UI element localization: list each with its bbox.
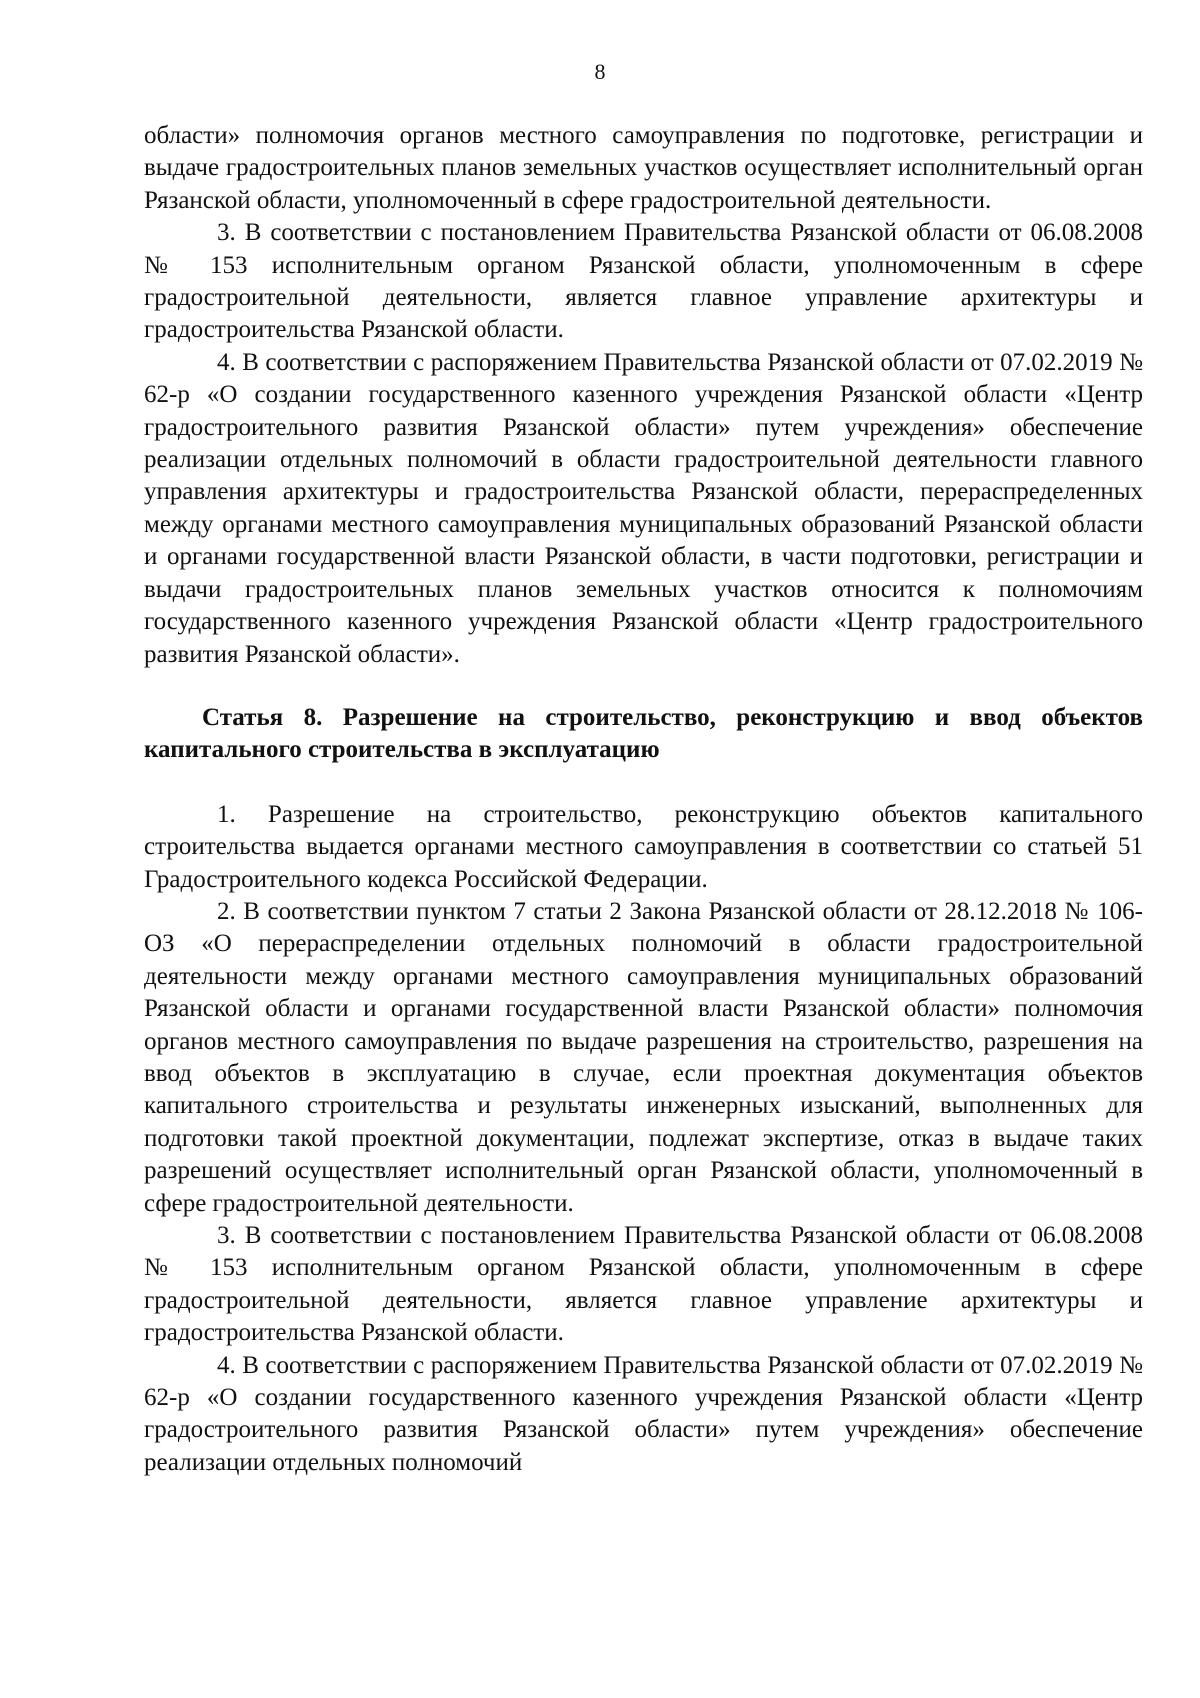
paragraph-top-item-4: 4. В соответствии с распоряжением Правительства Рязанской области от 07.02.2019 № 62-р «О создании государственного казенного учреждения Рязанской области «Центр градостроительного развития Рязанской области» путем учреждения» обеспечение реализации отдельных полномочий в области градостроительной деятельности главного управления архитектуры и градостроительства Рязанской области, перераспределенных между органами местного самоуправления муниципальных образований Рязанской области и органами государственной власти Рязанской области, в части подготовки, регистрации и выдачи градостроительных планов земельных участков относится к полномочиям государственного казенного учреждения Рязанской области «Центр градостроительного развития Рязанской области».: [144, 348, 1143, 668]
article-heading: Статья 8. Разрешение на строительство, реконструкцию и ввод объектов капитального строительства в эксплуатацию: [144, 703, 1143, 764]
paragraph-top-continuation: области» полномочия органов местного самоуправления по подготовке, регистрации и выдаче градостроительных планов земельных участков осуществляет исполнительный орган Рязанской области, уполномоченный в сфере градостроительной деятельности.: [144, 122, 1143, 214]
paragraph-top-item-3: 3. В соответствии с постановлением Правительства Рязанской области от 06.08.2008 № 153 исполнительным органом Рязанской области, уполномоченным в сфере градостроительной деятельности, является главное управление архитектуры и градостроительства Рязанской области.: [144, 219, 1143, 344]
document-body: [144, 120, 1143, 1479]
paragraph-article-item-2: 2. В соответствии пунктом 7 статьи 2 Закона Рязанской области от 28.12.2018 № 106-ОЗ «О перераспределении отдельных полномочий в области градостроительной деятельности между органами местного самоуправления муниципальных образований Рязанской области и органами государственной власти Рязанской области» полномочия органов местного самоуправления по выдаче разрешения на строительство, разрешения на ввод объектов в эксплуатацию в случае, если проектная документация объектов капитального строительства и результаты инженерных изысканий, выполненных для подготовки такой проектной документации, подлежат экспертизе, отказ в выдаче таких разрешений осуществляет исполнительный орган Рязанской области, уполномоченный в сфере градостроительной деятельности.: [144, 897, 1143, 1217]
paragraph-article-item-3: 3. В соответствии с постановлением Правительства Рязанской области от 06.08.2008 № 153 исполнительным органом Рязанской области, уполномоченным в сфере градостроительной деятельности, является главное управление архитектуры и градостроительства Рязанской области.: [144, 1222, 1143, 1347]
paragraph-article-item-4: 4. В соответствии с распоряжением Правительства Рязанской области от 07.02.2019 № 62-р «О создании государственного казенного учреждения Рязанской области «Центр градостроительного развития Рязанской области» путем учреждения» обеспечение реализации отдельных полномочий: [144, 1351, 1143, 1476]
paragraph-article-item-1: 1. Разрешение на строительство, реконструкцию объектов капитального строительства выдается органами местного самоуправления в соответствии со статьей 51 Градостроительного кодекса Российской Федерации.: [144, 800, 1143, 893]
page-number: 8: [594, 59, 606, 84]
